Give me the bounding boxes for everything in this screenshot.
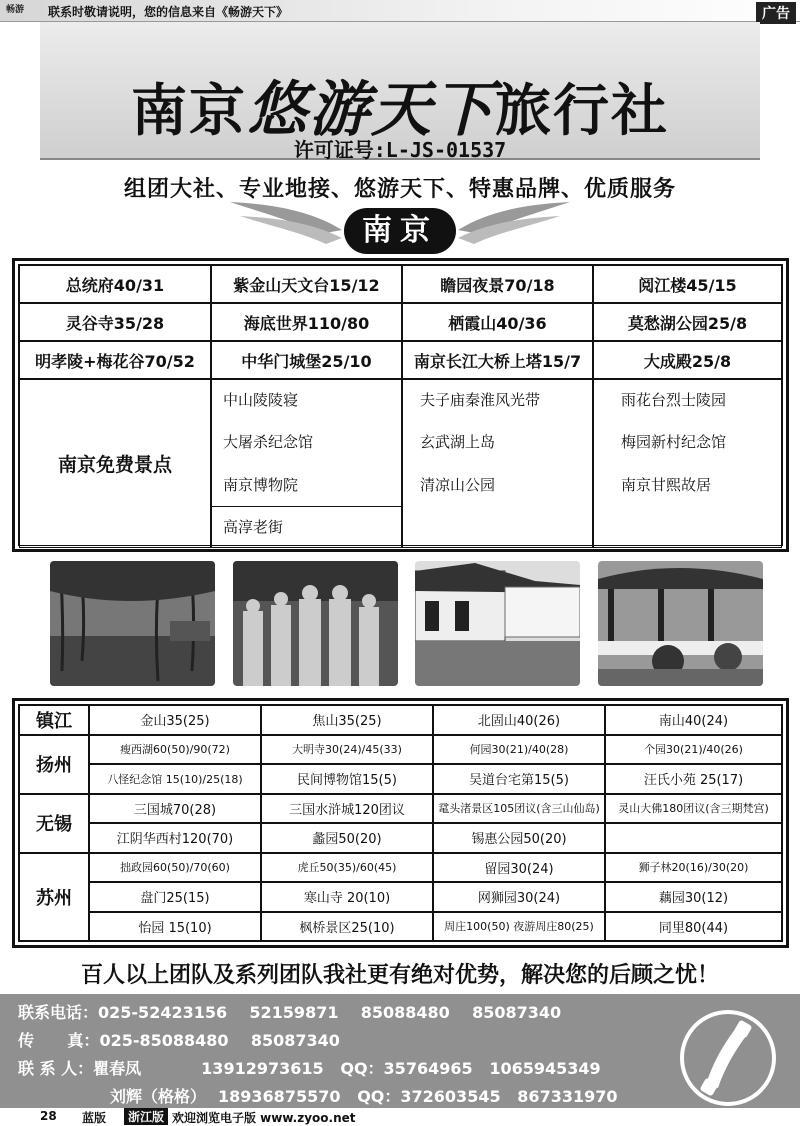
- region-attraction-cell: 大明寺30(24)/45(33): [261, 735, 433, 765]
- willow-lake-photo: [50, 561, 215, 686]
- free-attraction: 清凉山公园: [420, 475, 496, 494]
- page-footer: [0, 1108, 800, 1126]
- nanjing-paid-cell: 莫愁湖公园25/8: [593, 303, 782, 341]
- region-attraction-cell: 汪氏小苑 25(17): [605, 764, 782, 794]
- regional-attractions-table: [12, 698, 789, 948]
- page-number: 28: [40, 1109, 57, 1123]
- person1-info: 13912973615 QQ：35764965 1065945349: [201, 1059, 601, 1078]
- free-attraction: 梅园新村纪念馆: [621, 433, 727, 452]
- phone-icon: [680, 1010, 776, 1106]
- group-advantage-line: 百人以上团队及系列团队我社更有绝对优势，解决您的后顾之忧！: [80, 962, 719, 988]
- phone-line: [18, 1000, 561, 1023]
- region-city-name: 扬州: [19, 735, 89, 794]
- free-row-divider: [211, 506, 402, 507]
- region-attraction-cell: 江阴华西村120(70): [89, 823, 261, 853]
- region-attraction-cell: 三国水浒城120团议: [261, 794, 433, 824]
- free-attraction: 大屠杀纪念馆: [223, 433, 314, 452]
- free-attraction: 雨花台烈士陵园: [621, 391, 727, 409]
- region-attraction-cell: 个园30(21)/40(26): [605, 735, 782, 765]
- region-attraction-cell: 蠡园50(20): [261, 823, 433, 853]
- free-attraction: 玄武湖上岛: [420, 433, 496, 452]
- title-prefix: 南京: [131, 78, 247, 144]
- region-attraction-cell: 狮子林20(16)/30(20): [605, 853, 782, 883]
- province-edition: 浙江版: [124, 1108, 168, 1125]
- region-attraction-cell: 何园30(21)/40(28): [433, 735, 605, 765]
- garden-pavilion-photo: [598, 561, 763, 686]
- free-attraction: 南京博物院: [223, 475, 299, 494]
- person-label: 联 系 人：: [18, 1059, 94, 1078]
- region-attraction-cell: 民间博物馆15(5): [261, 764, 433, 794]
- region-attraction-cell: 留园30(24): [433, 853, 605, 883]
- free-attractions-label-cell: [19, 379, 211, 548]
- region-attraction-cell: 藕园30(12): [605, 882, 782, 912]
- free-attraction: 中山陵陵寝: [223, 391, 299, 409]
- website-line: 欢迎浏览电子版 www.zyoo.net: [172, 1111, 356, 1125]
- region-city-name: 镇江: [19, 705, 89, 735]
- region-attraction-cell: 三国城70(28): [89, 794, 261, 824]
- right-wing-decoration: [458, 200, 570, 250]
- region-attraction-cell: 金山35(25): [89, 705, 261, 735]
- person2-name: 刘辉（格格）: [110, 1087, 207, 1106]
- region-attraction-cell: 枫桥景区25(10): [261, 912, 433, 942]
- free-attraction: 南京甘熙故居: [621, 475, 712, 494]
- region-attraction-cell: 锡惠公园50(20): [433, 823, 605, 853]
- region-attraction-cell: 瘦西湖60(50)/90(72): [89, 735, 261, 765]
- nanjing-paid-cell: 南京长江大桥上塔15/7: [402, 341, 593, 379]
- region-city-name: 无锡: [19, 794, 89, 853]
- magazine-logo: 畅游: [5, 5, 24, 15]
- nanjing-paid-cell: 紫金山天文台15/12: [211, 265, 402, 303]
- person-line-2: [110, 1084, 618, 1107]
- nanjing-paid-cell: 瞻园夜景70/18: [402, 265, 593, 303]
- person-line-1: [18, 1056, 601, 1079]
- nanjing-paid-cell: 大成殿25/8: [593, 341, 782, 379]
- free-attractions-label: 南京免费景点: [57, 454, 172, 476]
- nanjing-paid-cell: 灵谷寺35/28: [19, 303, 211, 341]
- agency-banner: [40, 22, 760, 160]
- free-attraction: 高淳老街: [223, 517, 284, 536]
- region-attraction-cell: 焦山35(25): [261, 705, 433, 735]
- license-number: 许可证号:L-JS-01537: [293, 138, 507, 162]
- ad-tag: 广告: [756, 2, 796, 24]
- region-attraction-cell: 南山40(24): [605, 705, 782, 735]
- nanjing-paid-cell: 海底世界110/80: [211, 303, 402, 341]
- region-attraction-cell: 北固山40(26): [433, 705, 605, 735]
- person1-name: 瞿春凤: [93, 1059, 142, 1078]
- nanjing-attractions-table: [12, 258, 789, 552]
- title-suffix: 旅行社: [495, 78, 669, 144]
- statue-monument-photo: [233, 561, 398, 686]
- agency-slogan: 组团大社、专业地接、悠游天下、特惠品牌、优质服务: [123, 176, 676, 202]
- region-attraction-cell: 周庄100(50) 夜游周庄80(25): [433, 912, 605, 942]
- region-attraction-cell: 灵山大佛180团议(含三期梵宫): [605, 794, 782, 824]
- nanjing-paid-cell: 明孝陵+梅花谷70/52: [19, 341, 211, 379]
- top-strip: [0, 0, 800, 22]
- fax-line: [18, 1028, 340, 1051]
- region-attraction-cell: 吴道台宅第15(5): [433, 764, 605, 794]
- region-attraction-cell: 寒山寺 20(10): [261, 882, 433, 912]
- region-attraction-cell: 怡园 15(10): [89, 912, 261, 942]
- edition-label: 蓝版: [82, 1111, 107, 1125]
- nanjing-paid-cell: 中华门城堡25/10: [211, 341, 402, 379]
- city-badge-nanjing: 南京: [344, 208, 456, 254]
- water-town-photo: [415, 561, 580, 686]
- left-wing-decoration: [230, 200, 342, 250]
- title-brand: 悠游天下: [247, 75, 495, 145]
- region-attraction-cell: 八怪纪念馆 15(10)/25(18): [89, 764, 261, 794]
- region-attraction-cell: 拙政园60(50)/70(60): [89, 853, 261, 883]
- region-attraction-cell: 鼋头渚景区105团议(含三山仙岛): [433, 794, 605, 824]
- region-attraction-cell: 网狮园30(24): [433, 882, 605, 912]
- contact-notice: 联系时敬请说明，您的信息来自《畅游天下》: [48, 5, 289, 19]
- nanjing-paid-cell: 总统府40/31: [19, 265, 211, 303]
- nanjing-paid-cell: 阅江楼45/15: [593, 265, 782, 303]
- region-attraction-cell: 虎丘50(35)/60(45): [261, 853, 433, 883]
- region-attraction-cell: [605, 823, 782, 853]
- person2-info: 18936875570 QQ：372603545 867331970: [218, 1087, 618, 1106]
- free-attraction: 夫子庙秦淮风光带: [420, 391, 541, 409]
- fax-number: 025-85088480 85087340: [99, 1031, 340, 1050]
- nanjing-paid-cell: 栖霞山40/36: [402, 303, 593, 341]
- phone-label: 联系电话：: [18, 1003, 99, 1022]
- region-attraction-cell: 盘门25(15): [89, 882, 261, 912]
- fax-label: 传 真：: [18, 1031, 100, 1050]
- region-attraction-cell: 同里80(44): [605, 912, 782, 942]
- phone-numbers: 025-52423156 52159871 85088480 85087340: [98, 1003, 562, 1022]
- region-city-name: 苏州: [19, 853, 89, 942]
